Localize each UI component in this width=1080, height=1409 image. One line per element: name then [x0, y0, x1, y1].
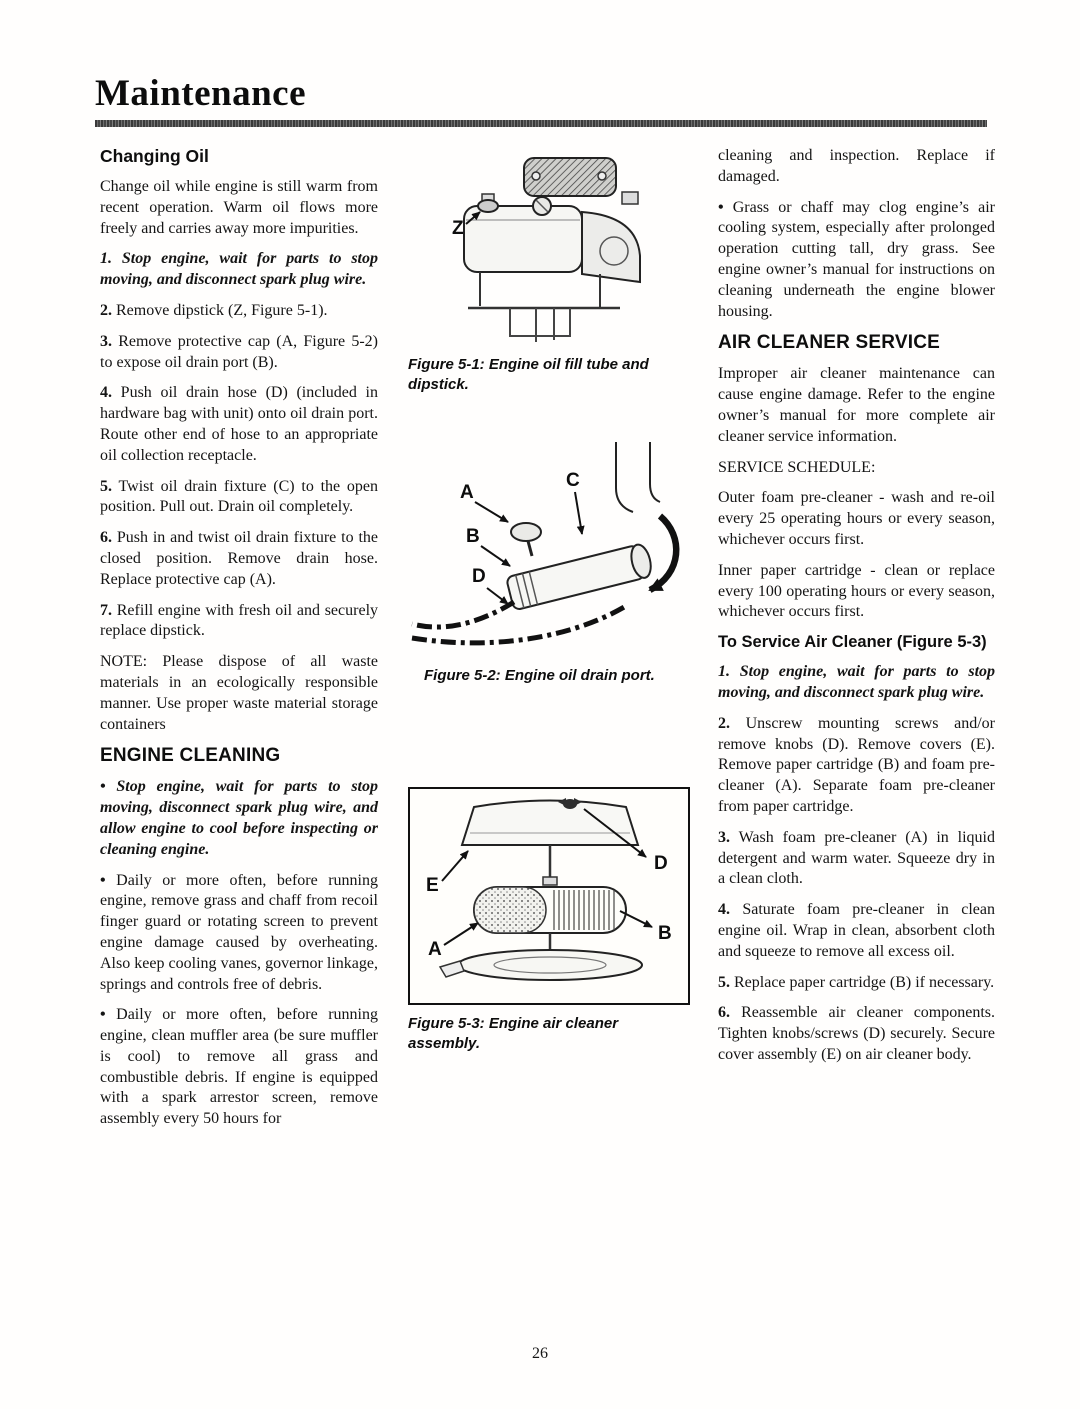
step-item — [718, 1003, 995, 1065]
air-cleaner-illustration — [412, 791, 688, 1003]
step-item — [718, 900, 995, 962]
fig2-label-c: C — [566, 470, 580, 491]
bullet-marker: • — [100, 778, 106, 796]
step-item — [100, 332, 378, 374]
continuation-paragraph: cleaning and inspection. Replace if damaged. — [718, 147, 995, 185]
heading-engine-cleaning: ENGINE CLEANING — [100, 745, 281, 767]
step-number: 5. — [100, 477, 112, 495]
heading-air-cleaner-service: AIR CLEANER SERVICE — [718, 332, 940, 354]
fig3-label-b: B — [658, 923, 672, 944]
step-text: Replace paper cartridge (B) if necessary. — [734, 973, 995, 991]
step-number: 5. — [718, 973, 730, 991]
step-number: 2. — [718, 714, 730, 732]
step-item — [100, 528, 378, 590]
dipstick-cap — [478, 200, 498, 212]
step-text: Saturate foam pre-cleaner in clean engine oil. Wrap in clean, absorbent cloth and squeeze to remove all excess oil. — [718, 901, 995, 960]
fig1-label-z: Z — [452, 218, 464, 239]
step-item — [100, 477, 378, 519]
figure-5-1 — [408, 156, 693, 395]
bullet-marker: • — [100, 871, 106, 889]
step-number: 3. — [718, 828, 730, 846]
step-item — [718, 973, 995, 994]
step-item — [100, 601, 378, 643]
step-number: 7. — [100, 601, 112, 619]
heading-changing-oil: Changing Oil — [100, 146, 209, 166]
bullet-text: Daily or more often, before running engine, clean muffler area (be sure muffler is cool) to remove all grass and combustible debris. If engine is equipped with a spark arrestor screen, remove assembly every 50 hours for — [100, 1006, 379, 1128]
service-schedule-label: SERVICE SCHEDULE: — [718, 458, 876, 476]
drain-hose — [412, 602, 514, 627]
protective-cap — [511, 523, 541, 541]
fig2-label-d: D — [472, 566, 486, 587]
step-item — [100, 249, 378, 291]
step-number: 2. — [100, 301, 112, 319]
fig3-label-e: E — [426, 875, 439, 896]
page-title: Maintenance — [95, 73, 307, 114]
step-text: Push oil drain hose (D) (included in hardware bag with unit) onto oil drain port. Route other end of hose to an appropriate oil collection receptacle. — [100, 384, 378, 464]
step-text: Remove dipstick (Z, Figure 5-1). — [116, 301, 328, 319]
engine-base — [510, 308, 570, 336]
fig3-label-a: A — [428, 939, 442, 960]
step-number: 4. — [100, 384, 112, 402]
figure-5-2 — [408, 442, 693, 686]
step-item — [100, 301, 378, 322]
air-cleaner-intro: Improper air cleaner maintenance can cause engine damage. Refer to the engine owner’s manual for more complete air cleaner service information. — [718, 365, 995, 445]
figure-frame — [408, 787, 690, 1005]
step-number: 1. — [718, 663, 730, 681]
step-text: Twist oil drain fixture (C) to the open position. Pull out. Drain oil completely. — [100, 477, 378, 516]
step-item — [718, 828, 995, 890]
fig2-label-a: A — [460, 482, 474, 503]
bullet-item — [100, 1005, 378, 1130]
left-column — [100, 146, 378, 1140]
step-number: 6. — [718, 1004, 730, 1022]
foam-pre-cleaner — [474, 887, 546, 933]
step-text: Reassemble air cleaner components. Tighten knobs/screws (D) securely. Secure cover assembly (E) on air cleaner body. — [718, 1004, 996, 1063]
bullet-item — [100, 871, 378, 996]
figure-column — [408, 146, 693, 1356]
bullet-item — [718, 198, 995, 323]
step-item — [718, 714, 995, 818]
fuel-tank — [464, 206, 582, 272]
title-divider — [95, 120, 987, 127]
engine-oil-fill-illustration — [452, 156, 652, 346]
figure-5-3 — [408, 787, 693, 1054]
step-text: Wash foam pre-cleaner (A) in liquid detergent and warm water. Squeeze dry in a clean cloth. — [718, 828, 996, 888]
step-number: 4. — [718, 901, 730, 919]
bullet-marker: • — [718, 198, 724, 216]
base-tab — [440, 961, 464, 977]
step-item — [100, 383, 378, 466]
fig3-label-d: D — [654, 853, 668, 874]
fig2-label-b: B — [466, 526, 480, 547]
fig3-caption: Figure 5-3: Engine air cleaner assembly. — [408, 1015, 619, 1052]
step-number: 1. — [100, 250, 112, 268]
oil-drain-port-illustration — [408, 442, 693, 657]
step-number: 6. — [100, 529, 112, 547]
spark-plug — [622, 192, 638, 204]
fig1-caption: Figure 5-1: Engine oil fill tube and dipstick. — [408, 356, 649, 393]
step-text: Unscrew mounting screws and/or remove knobs (D). Remove covers (E). Remove paper cartridge (B) and foam pre-cleaner (A). Separate foam pre-cleaner from paper cartridge. — [718, 714, 995, 815]
bullet-text: Stop engine, wait for parts to stop moving, disconnect spark plug wire, and allow engine to cool before inspecting or cleaning engine. — [100, 778, 378, 858]
right-column — [718, 146, 995, 1076]
bullet-text: Grass or chaff may clog engine’s air cooling system, especially after prolonged operation cutting tall, dry grass. See engine owner’s manual for instructions on cleaning underneath the engine blower housing. — [718, 198, 995, 320]
step-text: Push in and twist oil drain fixture to the closed position. Remove drain hose. Replace protective cap (A). — [100, 529, 379, 588]
bullet-item — [100, 777, 378, 860]
step-text: Stop engine, wait for parts to stop moving, and disconnect spark plug wire. — [718, 663, 996, 701]
air-cleaner-cover — [462, 801, 638, 846]
schedule-inner: Inner paper cartridge - clean or replace every 100 operating hours or every season, whichever occurs first. — [718, 561, 995, 621]
blower-housing — [582, 212, 640, 282]
bullet-marker: • — [100, 1006, 106, 1024]
step-text: Stop engine, wait for parts to stop moving, and disconnect spark plug wire. — [100, 250, 379, 289]
page-number: 26 — [532, 1345, 548, 1362]
note-paragraph: NOTE: Please dispose of all waste materials in an ecologically responsible manner. Use proper waste material storage containers — [100, 653, 378, 733]
inlet-pipe — [616, 442, 633, 512]
air-cleaner-base — [458, 950, 642, 980]
step-text: Remove protective cap (A, Figure 5-2) to expose oil drain port (B). — [100, 332, 378, 371]
oil-drain-fixture — [506, 543, 654, 611]
step-text: Refill engine with fresh oil and securely replace dipstick. — [100, 601, 379, 640]
step-item — [718, 662, 995, 704]
intro-paragraph: Change oil while engine is still warm from recent operation. Warm oil flows more freely and carries away more impurities. — [100, 178, 378, 237]
step-number: 3. — [100, 332, 112, 350]
twist-arrow — [650, 516, 676, 590]
bullet-text: Daily or more often, before running engine, remove grass and chaff from recoil finger guard or rotating screen to prevent engine damage caused by overheating. Also keep cooling vanes, governor linkage, springs and controls free of debris. — [100, 871, 379, 993]
schedule-outer: Outer foam pre-cleaner - wash and re-oil every 25 operating hours or every season, whichever occurs first. — [718, 489, 995, 548]
fig2-caption: Figure 5-2: Engine oil drain port. — [424, 667, 655, 684]
heading-to-service-air-cleaner: To Service Air Cleaner (Figure 5-3) — [718, 633, 987, 652]
